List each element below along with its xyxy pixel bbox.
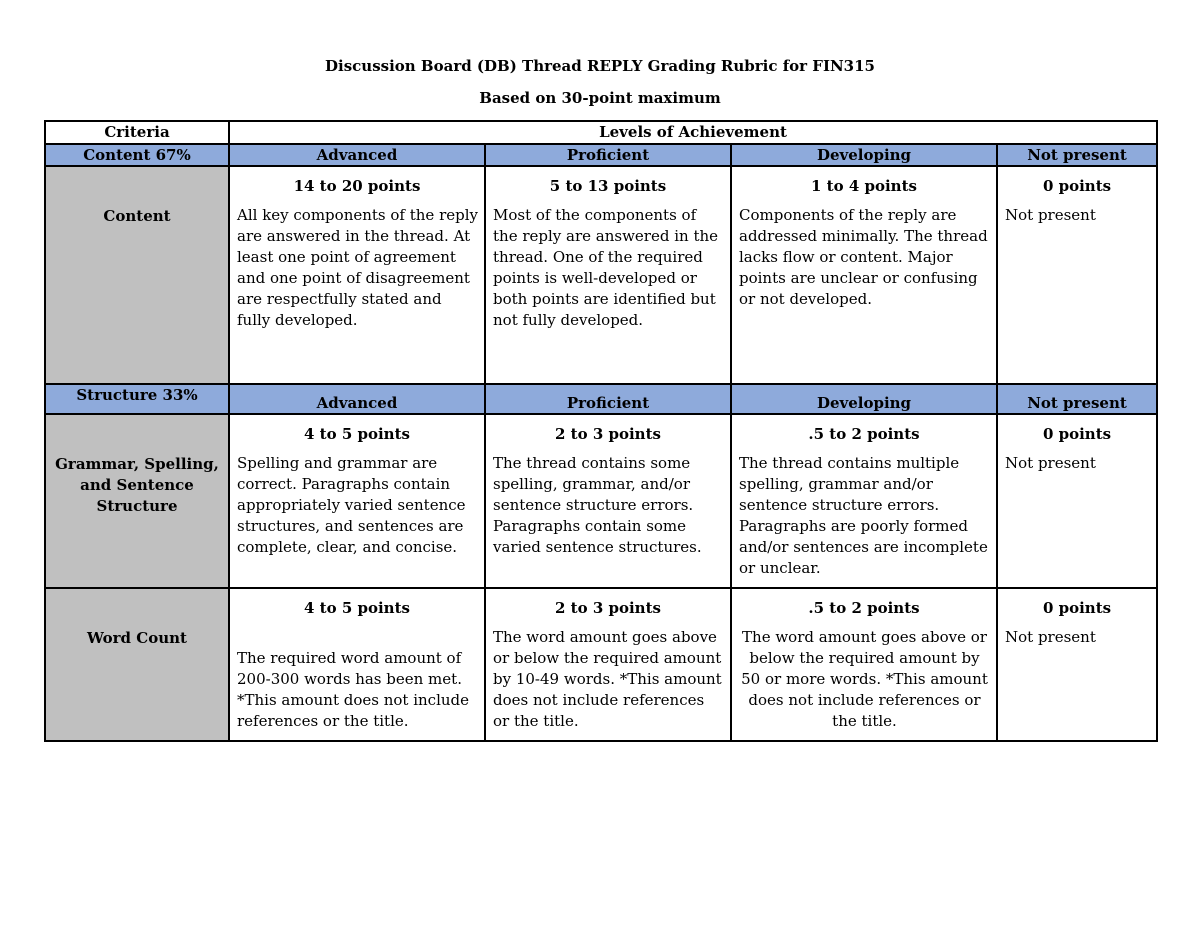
rubric-row-grammar <box>45 414 1157 588</box>
points-label: 2 to 3 points <box>555 599 661 617</box>
level-advanced: Advanced <box>229 144 485 166</box>
cell-description: Most of the components of the reply are answered in the thread. One of the required points is well-developed or both points are identified but not fully developed. <box>493 206 719 329</box>
header-row <box>45 121 1157 144</box>
section-label: Structure 33% <box>45 384 229 414</box>
criterion-cell <box>45 588 229 741</box>
cell-description: Not present <box>1005 454 1096 472</box>
rubric-cell <box>485 588 731 741</box>
section-header-structure <box>45 384 1157 414</box>
criterion-cell <box>45 414 229 588</box>
rubric-cell <box>229 166 485 384</box>
rubric-row-word-count <box>45 588 1157 741</box>
points-label: 4 to 5 points <box>304 599 410 617</box>
rubric-cell <box>485 166 731 384</box>
points-label: 4 to 5 points <box>304 425 410 443</box>
rubric-cell <box>485 414 731 588</box>
rubric-row-content <box>45 166 1157 384</box>
level-developing: Developing <box>731 144 997 166</box>
points-label: .5 to 2 points <box>808 425 920 443</box>
rubric-cell <box>997 166 1157 384</box>
cell-description: The required word amount of 200-300 words has been met. *This amount does not include references or the title. <box>237 649 470 730</box>
criterion-cell <box>45 166 229 384</box>
criterion-label: Content <box>103 207 171 225</box>
cell-description: Not present <box>1005 206 1096 224</box>
document-title: Discussion Board (DB) Thread REPLY Grading Rubric for FIN315 <box>325 57 875 75</box>
points-label: .5 to 2 points <box>808 599 920 617</box>
cell-description: The word amount goes above or below the required amount by 50 or more words. *This amount does not include references or the title. <box>741 628 988 730</box>
level-not-present: Not present <box>997 144 1157 166</box>
cell-description: The thread contains multiple spelling, grammar and/or sentence structure errors. Paragraphs are poorly formed and/or sentences are incomplete or unclear. <box>739 454 988 577</box>
level-advanced: Advanced <box>229 384 485 414</box>
section-header-content <box>45 144 1157 166</box>
points-label: 14 to 20 points <box>293 177 421 195</box>
criterion-label: Grammar, Spelling, and Sentence Structure <box>55 455 219 515</box>
rubric-cell <box>997 414 1157 588</box>
rubric-cell <box>731 414 997 588</box>
points-label: 1 to 4 points <box>811 177 917 195</box>
cell-description: The thread contains some spelling, grammar, and/or sentence structure errors. Paragraphs contain some varied sentence structures. <box>493 454 702 556</box>
level-developing: Developing <box>731 384 997 414</box>
document-subtitle: Based on 30-point maximum <box>479 89 721 107</box>
level-not-present: Not present <box>997 384 1157 414</box>
criteria-header: Criteria <box>45 121 229 144</box>
points-label: 0 points <box>1042 177 1112 195</box>
section-label: Content 67% <box>45 144 229 166</box>
rubric-table <box>44 120 1158 742</box>
points-label: 0 points <box>1042 599 1112 617</box>
points-label: 0 points <box>1042 425 1112 443</box>
points-label: 2 to 3 points <box>555 425 661 443</box>
cell-description: Components of the reply are addressed minimally. The thread lacks flow or content. Major points are unclear or confusing or not developed. <box>739 206 988 308</box>
points-label: 5 to 13 points <box>549 177 667 195</box>
cell-description: The word amount goes above or below the required amount by 10-49 words. *This amount does not include references or the title. <box>493 628 722 730</box>
rubric-cell <box>229 588 485 741</box>
levels-header: Levels of Achievement <box>229 121 1157 144</box>
rubric-cell <box>229 414 485 588</box>
cell-description: Not present <box>1005 628 1096 646</box>
cell-description: Spelling and grammar are correct. Paragraphs contain appropriately varied sentence structures, and sentences are complete, clear, and concise. <box>237 454 466 556</box>
cell-description: All key components of the reply are answered in the thread. At least one point of agreement and one point of disagreement are respectfully stated and fully developed. <box>237 206 478 329</box>
level-proficient: Proficient <box>485 144 731 166</box>
rubric-cell <box>731 166 997 384</box>
criterion-label: Word Count <box>87 629 187 647</box>
rubric-cell <box>997 588 1157 741</box>
level-proficient: Proficient <box>485 384 731 414</box>
rubric-cell <box>731 588 997 741</box>
